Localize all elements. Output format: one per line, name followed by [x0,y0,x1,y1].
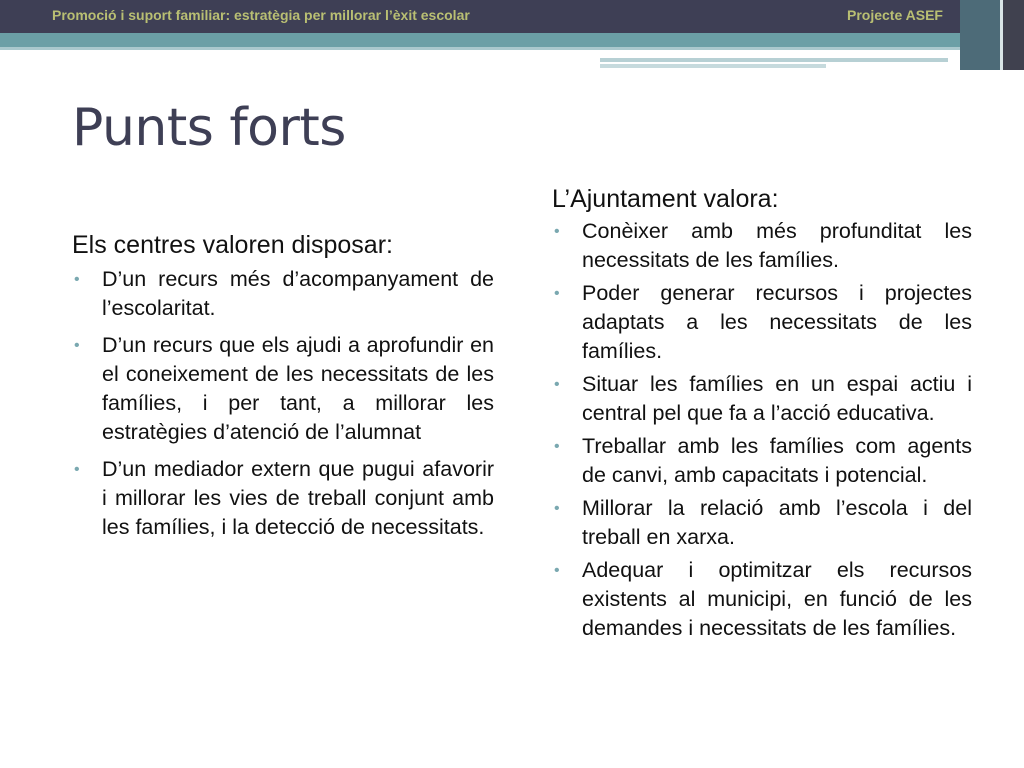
bullet-icon: • [554,285,560,302]
list-item [552,432,972,490]
decorative-strip-light [0,47,1024,50]
list-item-text: Treballar amb les famílies com agents de canvi, amb capacitats i potencial. [582,434,972,487]
decorative-strip [0,33,1024,47]
left-column-heading: Els centres valoren disposar: [72,231,393,259]
list-item [72,265,494,323]
bullet-icon: • [554,376,560,393]
header-left-text: Promoció i suport familiar: estratègia per millorar l’èxit escolar [52,7,470,23]
bullet-icon: • [74,461,80,478]
bullet-icon: • [554,438,560,455]
bullet-icon: • [554,562,560,579]
list-item-text: D’un mediador extern que pugui afavorir i millorar les vies de treball conjunt amb les famílies, i la detecció de necessitats. [102,457,494,539]
decorative-block-right [1003,0,1024,70]
list-item-text: D’un recurs que els ajudi a aprofundir en el coneixement de les necessitats de les famílies, i per tant, a millorar les estratègies d’atenció de l’alumnat [102,333,494,444]
list-item-text: Adequar i optimitzar els recursos existents al municipi, en funció de les demandes i necessitats de les famílies. [582,558,972,640]
list-item [72,455,494,542]
slide-title: Punts forts [72,98,346,158]
right-bullet-list [552,217,972,643]
list-item-text: Situar les famílies en un espai actiu i central pel que fa a l’acció educativa. [582,372,972,425]
decorative-block [960,0,1000,70]
list-item [72,331,494,447]
bullet-icon: • [554,500,560,517]
list-item [552,370,972,428]
bullet-icon: • [74,337,80,354]
list-item [552,494,972,552]
list-item [552,217,972,275]
right-column [552,183,972,647]
right-column-heading: L’Ajuntament valora: [552,185,779,213]
bullet-icon: • [554,223,560,240]
list-item [552,556,972,643]
list-item-text: D’un recurs més d’acompanyament de l’escolaritat. [102,267,494,320]
list-item-text: Millorar la relació amb l’escola i del treball en xarxa. [582,496,972,549]
left-column [72,229,494,550]
list-item-text: Conèixer amb més profunditat les necessitats de les famílies. [582,219,972,272]
list-item [552,279,972,366]
list-item-text: Poder generar recursos i projectes adaptats a les necessitats de les famílies. [582,281,972,363]
decorative-line [600,58,948,62]
header-bar [0,0,1024,33]
decorative-line [600,64,826,68]
bullet-icon: • [74,271,80,288]
header-right-text: Projecte ASEF [847,7,943,23]
left-bullet-list [72,265,494,542]
